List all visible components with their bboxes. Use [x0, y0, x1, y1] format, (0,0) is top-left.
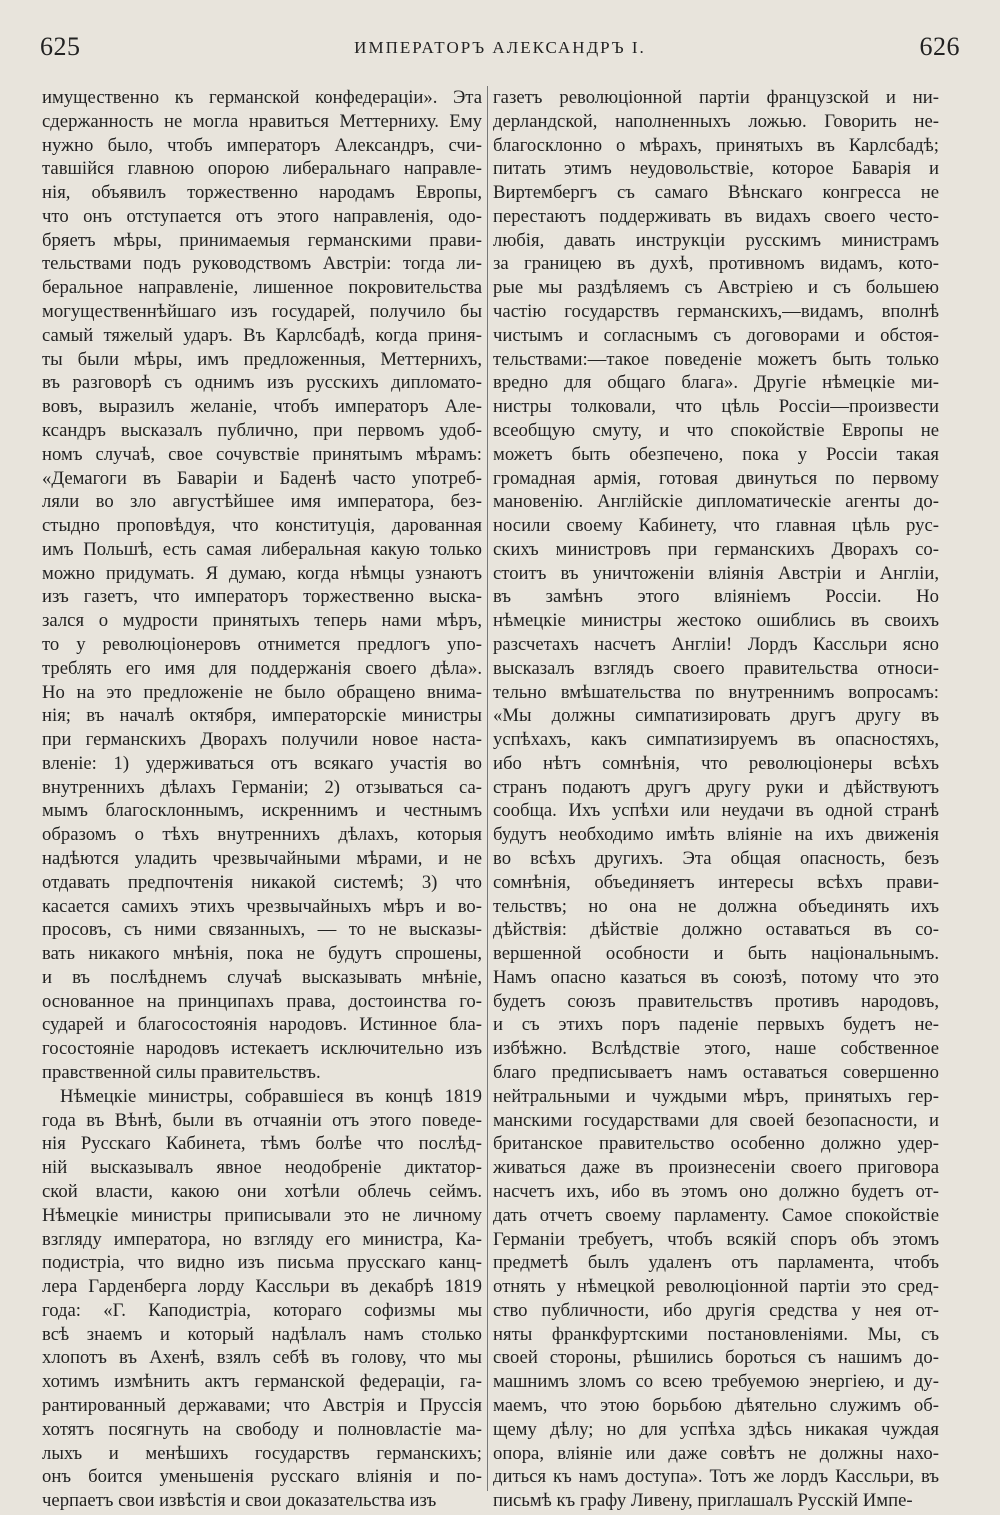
text-line: любія, давать инструкціи русскимъ министрамъ — [493, 229, 939, 251]
right-text-column — [493, 86, 939, 1512]
text-line: успѣхахъ, какъ симпатизируемъ въ опасностяхъ, — [493, 729, 939, 751]
text-line: просовъ, съ ними связанныхъ, — то не высказы- — [42, 919, 482, 941]
text-line: вать никакого мнѣнія, пока не будутъ спрошены, — [42, 943, 482, 965]
text-line: черпаетъ свои извѣстія и свои доказательства изъ — [42, 1490, 437, 1512]
text-line: газетъ революціонной партіи французской и ни- — [493, 87, 939, 108]
text-line: носили своему Кабинету, что главная цѣль рус- — [493, 515, 939, 537]
text-line: Виртембергъ съ самаго Вѣнскаго конгресса не — [493, 182, 939, 204]
text-line: перестаютъ поддерживать въ видахъ своего често- — [493, 205, 939, 227]
text-line: могущественнѣйшаго изъ государей, получило бы — [42, 301, 482, 323]
text-line: и въ послѣднемъ случаѣ высказывать мнѣніе, — [42, 966, 482, 988]
text-line: основанное на принципахъ права, достоинства го- — [42, 990, 482, 1012]
page-number-left: 625 — [40, 32, 81, 61]
text-line: маемъ, что этою борьбою дѣятельно служимъ об- — [493, 1394, 939, 1416]
text-line: вленіе: 1) удерживаться отъ всякаго участія во — [42, 752, 482, 774]
text-line: подистріа, что видно изъ письма прусскаго канц- — [42, 1252, 482, 1274]
text-line: стыдно проповѣдуя, что конституція, дарованная — [42, 515, 482, 537]
text-line: рантированный державами; что Австрія и Пруссія — [42, 1394, 482, 1416]
text-line: надѣются уладить чрезвычайными мѣрами, и не — [42, 848, 482, 869]
text-line: диться къ намъ доступа». Тотъ же лордъ Кассльри, въ — [493, 1466, 939, 1488]
text-line: отнять у нѣмецкой революціонной партіи это сред- — [493, 1276, 939, 1298]
text-line: ксандръ высказалъ публично, при первомъ удоб- — [42, 419, 482, 441]
text-line: питать этимъ неудовольствіе, которое Баварія и — [493, 158, 939, 180]
text-line: чистымъ и согласнымъ съ договорами и обстоя- — [493, 324, 939, 346]
text-line: сомнѣнія, объединяетъ интересы всѣхъ прави- — [493, 871, 939, 893]
text-line: ство публичности, ибо другія средства у нея от- — [493, 1299, 939, 1321]
text-line: Но на это предложеніе не было обращено внима- — [42, 681, 482, 703]
text-line: лера Гарденберга лорду Кассльри въ декабрѣ 1819 — [42, 1276, 482, 1298]
text-line: будетъ союзъ правительствъ противъ народовъ, — [493, 990, 939, 1012]
text-line: сообща. Ихъ успѣхи или неудачи въ одной странѣ — [493, 800, 939, 822]
text-line: машнимъ зломъ со всею требуемою энергіею, и ду- — [493, 1371, 939, 1393]
text-line: опора, вліяніе или даже совѣтъ не должны нахо- — [493, 1442, 939, 1464]
text-line: взгляду императора, но взгляду его министра, Ка- — [42, 1228, 482, 1250]
text-line: стоитъ въ уничтоженіи вліянія Австріи и Англіи, — [493, 562, 939, 584]
text-line: онъ боится уменьшенія русскаго вліянія и по- — [42, 1466, 482, 1488]
text-line: нія; въ началѣ октября, императорскіе министры — [42, 705, 482, 727]
text-line: нистры толковали, что цѣль Россіи—произвести — [493, 396, 939, 418]
text-line: Нѣмецкіе министры приписывали это не личному — [42, 1204, 482, 1226]
text-line: своей стороны, рѣшились бороться съ нашимъ до- — [493, 1347, 939, 1369]
text-line: нѣмецкіе министры жестоко ошиблись въ своихъ — [493, 610, 939, 632]
text-line: дать отчетъ своему парламенту. Самое спокойствіе — [493, 1204, 939, 1226]
text-line: тельствами подъ руководствомъ Австріи: тогда ли- — [42, 253, 482, 275]
text-line: треблять его имя для поддержанія своего дѣла». — [42, 657, 482, 679]
text-line: изъ газетъ, что императоръ торжественно выска- — [42, 586, 482, 608]
text-line: рые мы раздѣляемъ съ Австріею и съ большею — [493, 277, 939, 299]
text-line: живаться даже въ произнесеніи своего приговора — [493, 1157, 939, 1179]
text-line: зался о мудрости принятыхъ теперь нами мѣръ, — [42, 610, 482, 632]
running-title: ИМПЕРАТОРЪ АЛЕКСАНДРЪ I. — [354, 38, 646, 57]
text-line: года: «Г. Каподистріа, котораго софизмы мы — [42, 1299, 482, 1321]
text-line: скихъ министровъ при германскихъ Дворахъ со- — [493, 538, 939, 560]
text-line: то у революціонеровъ отнимется предлогъ упо- — [42, 633, 482, 655]
column-divider — [487, 86, 488, 1491]
text-line: вершенной особности и быть національнымъ. — [493, 943, 939, 965]
text-line: тельно вмѣшательства по внутреннимъ вопросамъ: — [493, 681, 939, 703]
text-line: тельствами:—такое поведеніе можетъ быть только — [493, 348, 939, 370]
text-line: мановенію. Англійскіе дипломатическіе агенты до- — [493, 491, 939, 513]
text-line: няты франкфуртскими постановленіями. Мы, съ — [493, 1323, 939, 1345]
text-line: госостояніе народовъ истекаетъ исключительно изъ — [42, 1038, 482, 1060]
text-line: ляли во зло августѣйшее имя императора, без- — [42, 491, 482, 513]
text-line: ибо нѣтъ сомнѣнія, что революціонеры всѣхъ — [493, 752, 939, 774]
text-line: можетъ быть обезпечено, пока у Россіи такая — [493, 443, 939, 465]
text-line: въ разговорѣ съ однимъ изъ русскихъ дипломато- — [42, 372, 482, 394]
text-line: образомъ о тѣхъ внутреннихъ дѣлахъ, которыя — [42, 824, 482, 846]
text-line: сударей и благосостоянія народовъ. Истинное бла- — [42, 1014, 482, 1036]
text-line: дерландской, наполненныхъ ложью. Говорить не- — [493, 110, 939, 132]
text-line: лыхъ и менѣшихъ государствъ германскихъ; — [42, 1442, 482, 1464]
text-line: что онъ отступается отъ этого направленія, одо- — [42, 205, 482, 227]
text-line: вовъ, выразилъ желаніе, чтобъ императоръ Але- — [42, 396, 482, 418]
text-line: громадная армія, готовая двинуться по первому — [493, 467, 939, 489]
text-line: имъ Польшѣ, есть самая либеральная какую только — [42, 538, 482, 560]
text-line: года въ Вѣнѣ, были въ отчаяніи отъ этого поведе- — [42, 1109, 482, 1131]
text-line: самый тяжелый ударъ. Въ Карлсбадѣ, когда приня- — [42, 324, 482, 346]
text-line: во всѣхъ другихъ. Эта общая опасность, безъ — [493, 848, 939, 869]
text-line: нужно было, чтобъ императоръ Александръ, счи- — [42, 134, 482, 156]
text-line: письмѣ къ графу Ливену, приглашалъ Русскій Импе- — [493, 1490, 913, 1512]
text-line: предметѣ былъ удаленъ отъ парламента, чтобъ — [493, 1252, 939, 1274]
text-line: ты были мѣры, имъ предложенныя, Меттернихъ, — [42, 348, 482, 370]
text-line: насчетъ ихъ, ибо въ этомъ оно должно будетъ от- — [493, 1180, 939, 1202]
text-line: благосклонно о мѣрахъ, принятыхъ въ Карлсбадѣ; — [493, 134, 939, 156]
text-line: отдавать предпочтенія никакой системѣ; 3) что — [42, 871, 482, 893]
text-line: внутреннихъ дѣлахъ Германіи; 2) отзываться са- — [42, 776, 482, 798]
text-line: дѣйствія: дѣйствіе должно оставаться въ со- — [493, 919, 939, 941]
text-line: нія Русскаго Кабинета, тѣмъ болѣе что послѣд- — [42, 1133, 482, 1155]
text-line: нейтральными и чуждыми мѣръ, принятыхъ гер- — [493, 1085, 939, 1107]
text-line: беральное направленіе, лишенное покровительства — [42, 277, 482, 299]
page-number-right: 626 — [919, 32, 960, 61]
text-line: при германскихъ Дворахъ получили новое наста- — [42, 729, 482, 751]
text-line: ской власти, какою они хотѣли облечь сеймъ. — [42, 1180, 482, 1202]
text-line: «Демагоги въ Баваріи и Баденѣ часто употреб- — [42, 467, 482, 489]
text-line: хлопотъ въ Ахенѣ, взялъ себѣ въ голову, что мы — [42, 1347, 482, 1369]
text-line: Намъ опасно казаться въ союзѣ, потому что это — [493, 966, 939, 988]
text-line: разсчетахъ насчетъ Англіи! Лордъ Кассльри ясно — [493, 633, 939, 655]
text-line: за границею въ духѣ, противномъ видамъ, кото- — [493, 253, 939, 275]
text-line: будутъ необходимо имѣть вліяніе на ихъ движенія — [493, 824, 939, 846]
text-line: имущественно къ германской конфедераціи». Эта — [42, 87, 482, 108]
text-line: тавшійся главною опорою либеральнаго направле- — [42, 158, 482, 180]
text-line: бряетъ мѣры, принимаемыя германскими прави- — [42, 229, 482, 251]
text-line: высказалъ взглядъ своего правительства относи- — [493, 657, 939, 679]
text-line: избѣжно. Вслѣдствіе этого, наше собственное — [493, 1038, 939, 1060]
text-line: правственной силы правительствъ. — [42, 1062, 321, 1084]
text-line: Нѣмецкіе министры, собравшіеся въ концѣ 1819 — [60, 1085, 482, 1107]
text-line: вредно для общаго блага». Другіе нѣмецкіе ми- — [493, 372, 939, 394]
text-line: ній высказывалъ явное неодобреніе диктатор- — [42, 1157, 482, 1179]
text-line: хотимъ измѣнить актъ германской федераціи, га- — [42, 1371, 482, 1393]
left-text-column — [42, 86, 482, 1512]
page-header — [0, 32, 1000, 72]
text-line: странъ подаютъ другъ другу руки и дѣйствуютъ — [493, 776, 939, 798]
text-line: сдержанность не могла нравиться Меттерниху. Ему — [42, 110, 482, 132]
text-line: всѣ знаемъ и который надѣлалъ намъ столько — [42, 1323, 482, 1345]
text-line: хотятъ посягнуть на свободу и полновластіе ма- — [42, 1418, 482, 1440]
text-line: тельствъ; но она не должна объединять ихъ — [493, 895, 939, 917]
text-line: всеобщую смуту, и что спокойствіе Европы не — [493, 419, 939, 441]
text-line: щему дѣлу; но для успѣха здѣсь никакая чуждая — [493, 1418, 939, 1440]
text-line: мымъ благосклоннымъ, искреннимъ и честнымъ — [42, 800, 482, 822]
text-line: манскими государствами для своей безопасности, и — [493, 1109, 939, 1131]
text-line: частію государствъ германскихъ,—видамъ, вполнѣ — [493, 301, 939, 323]
text-line: благо предписываетъ намъ оставаться совершенно — [493, 1062, 939, 1084]
text-line: номъ случаѣ, свое сочувствіе принятымъ мѣрамъ: — [42, 443, 482, 465]
text-line: касается самихъ этихъ чрезвычайныхъ мѣръ и во- — [42, 895, 482, 917]
text-line: «Мы должны симпатизировать другъ другу въ — [493, 705, 939, 727]
text-line: нія, объявилъ торжественно народамъ Европы, — [42, 182, 482, 204]
text-line: можно придумать. Я думаю, когда нѣмцы узнаютъ — [42, 562, 482, 584]
text-line: британское правительство особенно должно удер- — [493, 1133, 939, 1155]
text-line: и съ этихъ поръ паденіе первыхъ будетъ не- — [493, 1014, 939, 1036]
text-line: Германіи требуетъ, чтобъ всякій споръ объ этомъ — [493, 1228, 939, 1250]
text-line: въ замѣнъ этого вліяніемъ Россіи. Но — [493, 586, 939, 608]
